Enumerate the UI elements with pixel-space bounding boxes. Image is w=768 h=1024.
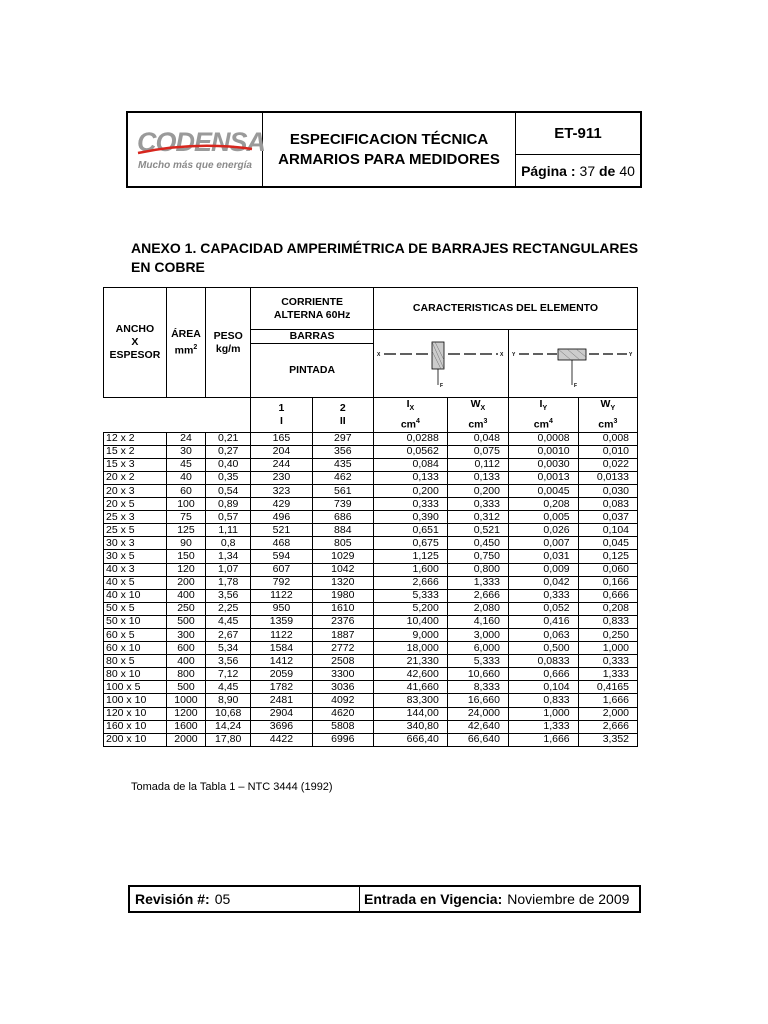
header-ix: $I_X$ $cm^4$	[373, 398, 447, 433]
table-cell: 80 x 10	[104, 668, 167, 681]
table-cell: 0,800	[447, 563, 508, 576]
table-cell: 0,031	[508, 550, 578, 563]
table-cell: 30 x 3	[104, 537, 167, 550]
table-cell: 0,125	[578, 550, 637, 563]
table-cell: 21,330	[373, 655, 447, 668]
table-cell: 1,125	[373, 550, 447, 563]
table-cell: 2772	[312, 642, 373, 655]
table-cell: 297	[312, 432, 373, 445]
table-cell: 20 x 2	[104, 471, 167, 484]
table-row	[104, 576, 638, 589]
table-cell: 5,34	[206, 642, 251, 655]
table-cell: 0,026	[508, 524, 578, 537]
table-cell: 594	[251, 550, 312, 563]
table-cell: 17,80	[206, 733, 251, 746]
table-cell: 0,022	[578, 458, 637, 471]
table-cell: 666,40	[373, 733, 447, 746]
table-cell: 1610	[312, 602, 373, 615]
table-cell: 0,010	[578, 445, 637, 458]
table-cell: 0,0288	[373, 432, 447, 445]
table-cell: 0,166	[578, 576, 637, 589]
svg-text:F: F	[439, 382, 444, 389]
busbar-y-axis-icon	[511, 339, 635, 389]
header-barra-2: 2 II	[312, 398, 373, 433]
table-cell: 0,037	[578, 511, 637, 524]
diagram-y-axis	[508, 330, 637, 398]
table-cell: 2904	[251, 707, 312, 720]
document-header	[126, 111, 642, 188]
table-cell: 2059	[251, 668, 312, 681]
table-cell: 40 x 3	[104, 563, 167, 576]
header-wx: $W_X$ $cm^3$	[447, 398, 508, 433]
table-row	[104, 707, 638, 720]
table-cell: 100 x 10	[104, 694, 167, 707]
table-cell: 0,57	[206, 511, 251, 524]
table-cell: 0,208	[508, 498, 578, 511]
table-cell: 8,333	[447, 681, 508, 694]
annex-title: ANEXO 1. CAPACIDAD AMPERIMÉTRICA DE BARRAJES RECTANGULARES EN COBRE	[131, 240, 639, 275]
table-cell: 60 x 5	[104, 629, 167, 642]
table-cell: 144,00	[373, 707, 447, 720]
table-cell: 1,000	[578, 642, 637, 655]
table-row	[104, 484, 638, 497]
table-cell: 2376	[312, 615, 373, 628]
table-cell: 10,68	[206, 707, 251, 720]
table-cell: 18,000	[373, 642, 447, 655]
table-cell: 0,052	[508, 602, 578, 615]
table-cell: 1412	[251, 655, 312, 668]
table-cell: 8,90	[206, 694, 251, 707]
table-cell: 400	[166, 655, 205, 668]
table-cell: 4,45	[206, 681, 251, 694]
table-cell: 429	[251, 498, 312, 511]
table-cell: 5,200	[373, 602, 447, 615]
table-cell: 60	[166, 484, 205, 497]
page-label: Página :	[521, 162, 576, 179]
table-cell: 0,27	[206, 445, 251, 458]
table-cell: 0,833	[508, 694, 578, 707]
table-cell: 4,160	[447, 615, 508, 628]
header-corriente: CORRIENTE ALTERNA 60Hz	[251, 288, 374, 330]
header-barra-1: 1 I	[251, 398, 312, 433]
table-cell: 3300	[312, 668, 373, 681]
table-cell: 0,104	[508, 681, 578, 694]
table-cell: 0,333	[578, 655, 637, 668]
table-cell: 10,660	[447, 668, 508, 681]
table-cell: 1000	[166, 694, 205, 707]
table-cell: 0,0045	[508, 484, 578, 497]
company-logo	[128, 113, 266, 186]
table-cell: 4,45	[206, 615, 251, 628]
table-cell: 0,651	[373, 524, 447, 537]
table-cell: 90	[166, 537, 205, 550]
table-row	[104, 668, 638, 681]
table-cell: 1029	[312, 550, 373, 563]
table-cell: 561	[312, 484, 373, 497]
table-cell: 42,600	[373, 668, 447, 681]
table-cell: 200	[166, 576, 205, 589]
table-row	[104, 642, 638, 655]
table-cell: 0,083	[578, 498, 637, 511]
table-cell: 0,0013	[508, 471, 578, 484]
table-cell: 1122	[251, 589, 312, 602]
table-cell: 0,200	[373, 484, 447, 497]
table-cell: 340,80	[373, 720, 447, 733]
source-note: Tomada de la Tabla 1 – NTC 3444 (1992)	[131, 781, 333, 793]
table-cell: 5808	[312, 720, 373, 733]
table-cell: 5,333	[373, 589, 447, 602]
table-row	[104, 432, 638, 445]
table-cell: 10,400	[373, 615, 447, 628]
table-cell: 0,008	[578, 432, 637, 445]
header-ancho: ANCHO X ESPESOR	[104, 288, 167, 398]
svg-text:Y: Y	[628, 351, 633, 358]
table-cell: 500	[166, 615, 205, 628]
header-caracteristicas: CARACTERISTICAS DEL ELEMENTO	[373, 288, 637, 330]
document-code: ET-911	[516, 113, 640, 155]
table-cell: 24	[166, 432, 205, 445]
table-cell: 2,000	[578, 707, 637, 720]
table-cell: 0,89	[206, 498, 251, 511]
table-cell: 323	[251, 484, 312, 497]
header-barras: BARRAS	[251, 330, 374, 344]
table-cell: 0,54	[206, 484, 251, 497]
logo-wordmark: CODENSA	[137, 127, 266, 157]
table-cell: 2,666	[447, 589, 508, 602]
header-wy: $W_Y$ $cm^3$	[578, 398, 637, 433]
table-cell: 800	[166, 668, 205, 681]
table-cell: 0,0562	[373, 445, 447, 458]
table-cell: 0,666	[508, 668, 578, 681]
table-body	[104, 432, 638, 746]
table-cell: 3036	[312, 681, 373, 694]
table-cell: 0,390	[373, 511, 447, 524]
table-cell: 0,416	[508, 615, 578, 628]
table-cell: 0,750	[447, 550, 508, 563]
header-area: ÁREA $mm^2$	[166, 288, 205, 398]
table-cell: 0,075	[447, 445, 508, 458]
table-cell: 1,333	[508, 720, 578, 733]
table-cell: 2,67	[206, 629, 251, 642]
table-row	[104, 655, 638, 668]
table-row	[104, 681, 638, 694]
table-cell: 45	[166, 458, 205, 471]
table-cell: 80 x 5	[104, 655, 167, 668]
table-row	[104, 471, 638, 484]
table-cell: 3,56	[206, 655, 251, 668]
table-cell: 1,666	[578, 694, 637, 707]
title-line-1: ESPECIFICACION TÉCNICA	[289, 130, 489, 148]
table-cell: 0,104	[578, 524, 637, 537]
table-cell: 1,333	[447, 576, 508, 589]
header-iy: $I_Y$ $cm^4$	[508, 398, 578, 433]
table-cell: 1,000	[508, 707, 578, 720]
table-cell: 2481	[251, 694, 312, 707]
table-cell: 2,25	[206, 602, 251, 615]
table-cell: 0,500	[508, 642, 578, 655]
table-cell: 6,000	[447, 642, 508, 655]
table-cell: 24,000	[447, 707, 508, 720]
logo-tagline: Mucho más que energía	[138, 160, 252, 171]
table-cell: 521	[251, 524, 312, 537]
table-cell: 2,666	[373, 576, 447, 589]
table-cell: 25 x 3	[104, 511, 167, 524]
table-cell: 4422	[251, 733, 312, 746]
table-cell: 41,660	[373, 681, 447, 694]
table-cell: 150	[166, 550, 205, 563]
table-row	[104, 511, 638, 524]
table-row	[104, 589, 638, 602]
table-cell: 1042	[312, 563, 373, 576]
table-cell: 100 x 5	[104, 681, 167, 694]
table-cell: 1122	[251, 629, 312, 642]
revision-value: 05	[214, 891, 231, 907]
table-cell: 496	[251, 511, 312, 524]
table-cell: 1,333	[578, 668, 637, 681]
table-row	[104, 445, 638, 458]
table-cell: 0,333	[373, 498, 447, 511]
table-cell: 950	[251, 602, 312, 615]
table-cell: 50 x 5	[104, 602, 167, 615]
table-cell: 1782	[251, 681, 312, 694]
table-cell: 3,000	[447, 629, 508, 642]
table-cell: 0,8	[206, 537, 251, 550]
table-cell: 1600	[166, 720, 205, 733]
busbar-x-axis-icon	[376, 339, 506, 389]
table-cell: 0,21	[206, 432, 251, 445]
table-cell: 0,35	[206, 471, 251, 484]
table-row	[104, 720, 638, 733]
table-cell: 12 x 2	[104, 432, 167, 445]
table-cell: 50 x 10	[104, 615, 167, 628]
document-title	[263, 113, 516, 186]
table-cell: 5,333	[447, 655, 508, 668]
table-cell: 3,56	[206, 589, 251, 602]
table-cell: 2508	[312, 655, 373, 668]
table-cell: 0,0133	[578, 471, 637, 484]
table-cell: 0,007	[508, 537, 578, 550]
table-cell: 4092	[312, 694, 373, 707]
table-cell: 100	[166, 498, 205, 511]
svg-text:F: F	[573, 382, 578, 389]
table-cell: 16,660	[447, 694, 508, 707]
table-cell: 0,0833	[508, 655, 578, 668]
table-cell: 686	[312, 511, 373, 524]
table-cell: 0,030	[578, 484, 637, 497]
table-cell: 300	[166, 629, 205, 642]
page-total: 40	[619, 162, 635, 179]
vigencia-cell	[360, 887, 639, 911]
table-cell: 20 x 3	[104, 484, 167, 497]
table-row	[104, 498, 638, 511]
table-cell: 607	[251, 563, 312, 576]
table-cell: 0,009	[508, 563, 578, 576]
table-cell: 884	[312, 524, 373, 537]
page-number	[516, 155, 640, 186]
table-cell: 1,666	[508, 733, 578, 746]
document-footer	[128, 885, 641, 913]
table-cell: 3,352	[578, 733, 637, 746]
table-cell: 0,521	[447, 524, 508, 537]
table-cell: 250	[166, 602, 205, 615]
table-cell: 0,0008	[508, 432, 578, 445]
table-cell: 0,084	[373, 458, 447, 471]
table-cell: 40 x 5	[104, 576, 167, 589]
table-row	[104, 458, 638, 471]
table-row	[104, 524, 638, 537]
table-cell: 462	[312, 471, 373, 484]
table-cell: 14,24	[206, 720, 251, 733]
title-line-2: ARMARIOS PARA MEDIDORES	[278, 150, 500, 168]
table-cell: 0,200	[447, 484, 508, 497]
table-cell: 0,112	[447, 458, 508, 471]
svg-text:X: X	[499, 351, 504, 358]
table-cell: 25 x 5	[104, 524, 167, 537]
table-cell: 15 x 3	[104, 458, 167, 471]
table-cell: 200 x 10	[104, 733, 167, 746]
table-cell: 30 x 5	[104, 550, 167, 563]
table-cell: 230	[251, 471, 312, 484]
table-cell: 805	[312, 537, 373, 550]
table-cell: 60 x 10	[104, 642, 167, 655]
table-cell: 0,333	[508, 589, 578, 602]
table-cell: 120 x 10	[104, 707, 167, 720]
vigencia-value: Noviembre de 2009	[507, 891, 630, 907]
table-cell: 0,312	[447, 511, 508, 524]
table-row	[104, 629, 638, 642]
table-row	[104, 550, 638, 563]
table-cell: 1200	[166, 707, 205, 720]
table-cell: 15 x 2	[104, 445, 167, 458]
page-of: de	[599, 162, 616, 179]
ampacity-table	[103, 287, 638, 747]
revision-cell	[130, 887, 360, 911]
table-cell: 0,133	[373, 471, 447, 484]
table-cell: 356	[312, 445, 373, 458]
header-peso: PESO kg/m	[206, 288, 251, 398]
table-cell: 204	[251, 445, 312, 458]
table-cell: 1,11	[206, 524, 251, 537]
table-cell: 1,600	[373, 563, 447, 576]
table-cell: 0,333	[447, 498, 508, 511]
revision-label: Revisión #:	[135, 891, 210, 907]
vigencia-label: Entrada en Vigencia:	[364, 891, 503, 907]
svg-text:X: X	[376, 351, 381, 358]
table-cell: 9,000	[373, 629, 447, 642]
table-cell: 1359	[251, 615, 312, 628]
table-row	[104, 563, 638, 576]
page-current: 37	[579, 162, 596, 179]
table-cell: 75	[166, 511, 205, 524]
table-cell: 20 x 5	[104, 498, 167, 511]
table-cell: 0,208	[578, 602, 637, 615]
table-cell: 0,133	[447, 471, 508, 484]
table-cell: 0,450	[447, 537, 508, 550]
table-cell: 2000	[166, 733, 205, 746]
table-cell: 739	[312, 498, 373, 511]
table-cell: 40	[166, 471, 205, 484]
table-cell: 6996	[312, 733, 373, 746]
table-cell: 0,833	[578, 615, 637, 628]
table-cell: 1980	[312, 589, 373, 602]
table-cell: 83,300	[373, 694, 447, 707]
table-cell: 0,250	[578, 629, 637, 642]
table-row	[104, 694, 638, 707]
table-cell: 4620	[312, 707, 373, 720]
table-cell: 244	[251, 458, 312, 471]
table-cell: 42,640	[447, 720, 508, 733]
table-cell: 0,0010	[508, 445, 578, 458]
table-cell: 1,78	[206, 576, 251, 589]
table-cell: 0,048	[447, 432, 508, 445]
table-row	[104, 537, 638, 550]
table-cell: 1,07	[206, 563, 251, 576]
table-row	[104, 733, 638, 746]
table-cell: 2,080	[447, 602, 508, 615]
table-cell: 160 x 10	[104, 720, 167, 733]
table-cell: 0,40	[206, 458, 251, 471]
table-cell: 0,675	[373, 537, 447, 550]
table-cell: 600	[166, 642, 205, 655]
table-cell: 0,042	[508, 576, 578, 589]
table-cell: 468	[251, 537, 312, 550]
logo-swoosh-icon	[136, 143, 254, 157]
table-cell: 30	[166, 445, 205, 458]
table-cell: 3696	[251, 720, 312, 733]
table-cell: 125	[166, 524, 205, 537]
table-cell: 400	[166, 589, 205, 602]
table-cell: 120	[166, 563, 205, 576]
table-row	[104, 602, 638, 615]
table-cell: 1320	[312, 576, 373, 589]
table-cell: 0,060	[578, 563, 637, 576]
table-cell: 1,34	[206, 550, 251, 563]
table-cell: 1584	[251, 642, 312, 655]
header-info	[516, 113, 640, 186]
table-cell: 0,4165	[578, 681, 637, 694]
diagram-x-axis	[373, 330, 508, 398]
header-pintada: PINTADA	[251, 344, 374, 398]
table-cell: 0,005	[508, 511, 578, 524]
table-cell: 0,063	[508, 629, 578, 642]
table-cell: 500	[166, 681, 205, 694]
table-cell: 435	[312, 458, 373, 471]
table-cell: 165	[251, 432, 312, 445]
svg-text:Y: Y	[511, 351, 516, 358]
table-row	[104, 615, 638, 628]
table-cell: 792	[251, 576, 312, 589]
table-cell: 1887	[312, 629, 373, 642]
table-cell: 7,12	[206, 668, 251, 681]
table-cell: 2,666	[578, 720, 637, 733]
table-cell: 40 x 10	[104, 589, 167, 602]
table-cell: 0,666	[578, 589, 637, 602]
table-cell: 66,640	[447, 733, 508, 746]
table-cell: 0,0030	[508, 458, 578, 471]
table-cell: 0,045	[578, 537, 637, 550]
